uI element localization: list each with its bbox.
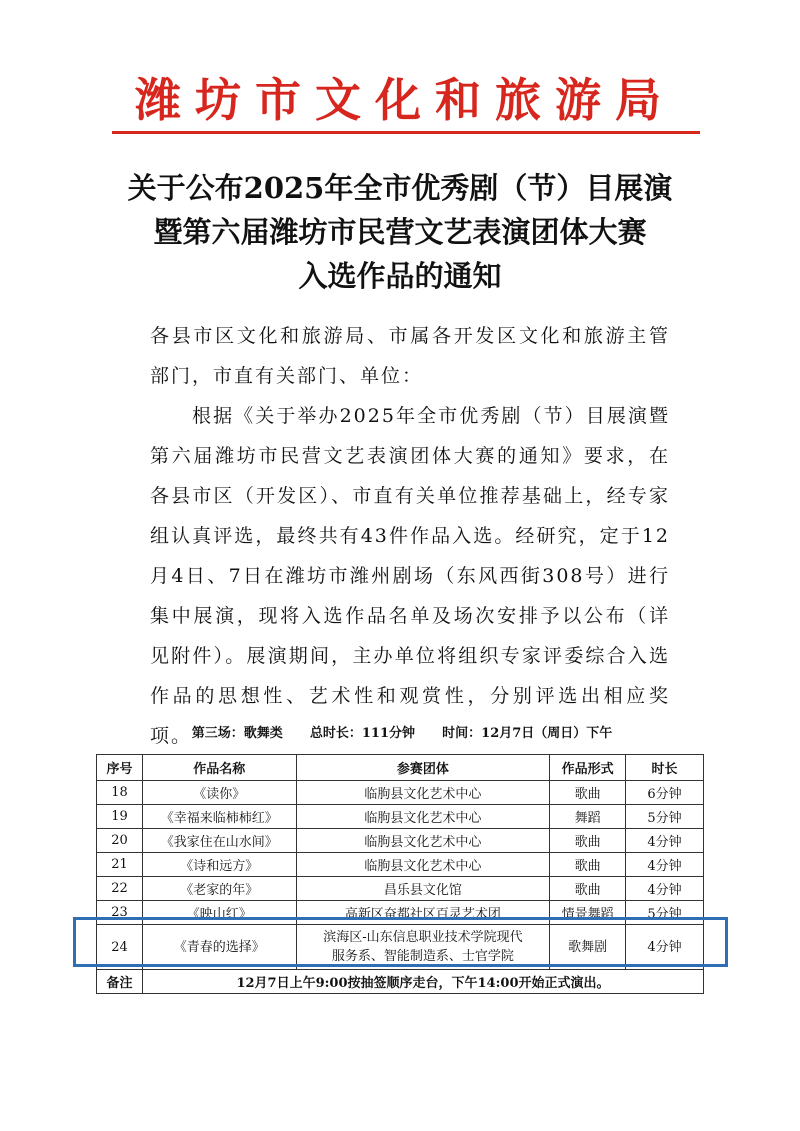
cell-name: 《诗和远方》: [142, 853, 296, 877]
table-row: [97, 781, 704, 805]
cell-duration: 6分钟: [626, 781, 704, 805]
cell-duration: 5分钟: [626, 901, 704, 925]
cell-duration: 5分钟: [626, 805, 704, 829]
cell-no: 21: [97, 853, 143, 877]
cell-form: 舞蹈: [550, 805, 626, 829]
cell-group: 高新区奋都社区百灵艺术团: [296, 901, 550, 925]
cell-group: 临朐县文化艺术中心: [296, 781, 550, 805]
session-header: 第三场：歌舞类 总时长：111分钟 时间：12月7日（周日）下午: [191, 726, 613, 741]
note-text: 12月7日上午9:00按抽签顺序走台，下午14:00开始正式演出。: [142, 970, 703, 994]
title-line-2: 暨第六届潍坊市民营文艺表演团体大赛: [153, 215, 647, 249]
cell-name: 《幸福来临柿柿红》: [142, 805, 296, 829]
agency-masthead: 潍坊市文化和旅游局: [135, 73, 675, 127]
main-paragraph: 根据《关于举办2025年全市优秀剧（节）目展演暨第六届潍坊市民营文艺表演团体大赛的通知》要求，在各县市区（开发区）、市直有关单位推荐基础上，经专家组认真评选，最终共有43件作品入选。经研究，定于12月4日、7日在潍坊市潍州剧场（东风西街308号）进行集中展演，现将入选作品名单及场次安排予以公布（详见附件）。展演期间，主办单位将组织专家评委综合入选作品的思想性、艺术性和观赏性，分别评选出相应奖项。: [150, 405, 670, 747]
header-name: 作品名称: [142, 755, 296, 781]
cell-duration: 4分钟: [626, 925, 704, 970]
cell-form: 歌舞剧: [550, 925, 626, 970]
cell-group-line-1: 滨海区-山东信息职业技术学院现代: [323, 930, 523, 945]
cell-name: 《青春的选择》: [142, 925, 296, 970]
note-label: 备注: [97, 970, 143, 994]
header-group: 参赛团体: [296, 755, 550, 781]
cell-name: 《我家住在山水间》: [142, 829, 296, 853]
salutation: 各县市区文化和旅游局、市属各开发区文化和旅游主管部门，市直有关部门、单位：: [150, 325, 670, 387]
cell-duration: 4分钟: [626, 853, 704, 877]
cell-form: 歌曲: [550, 829, 626, 853]
cell-group: 临朐县文化艺术中心: [296, 829, 550, 853]
cell-form: 歌曲: [550, 877, 626, 901]
cell-duration: 4分钟: [626, 829, 704, 853]
highlight-box: [73, 917, 728, 967]
header-form: 作品形式: [550, 755, 626, 781]
cell-name: 《读你》: [142, 781, 296, 805]
masthead-red-rule: [112, 131, 700, 134]
title-line-3: 入选作品的通知: [298, 259, 502, 293]
cell-no: 18: [97, 781, 143, 805]
table-row: [97, 829, 704, 853]
cell-no: 23: [97, 901, 143, 925]
cell-no: 22: [97, 877, 143, 901]
notice-body: [150, 316, 670, 756]
cell-name: 《映山红》: [142, 901, 296, 925]
cell-form: 歌曲: [550, 781, 626, 805]
cell-form: 歌曲: [550, 853, 626, 877]
title-line-1: 关于公布2025年全市优秀剧（节）目展演: [127, 171, 673, 205]
header-no: 序号: [97, 755, 143, 781]
cell-no: 24: [97, 925, 143, 970]
cell-duration: 4分钟: [626, 877, 704, 901]
table-row: [97, 805, 704, 829]
cell-form: 情景舞蹈: [550, 901, 626, 925]
cell-name: 《老家的年》: [142, 877, 296, 901]
cell-group: 临朐县文化艺术中心: [296, 853, 550, 877]
table-header-row: [97, 755, 704, 781]
header-duration: 时长: [626, 755, 704, 781]
table-note-row: [97, 970, 704, 994]
cell-group: 临朐县文化艺术中心: [296, 805, 550, 829]
cell-no: 20: [97, 829, 143, 853]
table-row: [97, 853, 704, 877]
cell-no: 19: [97, 805, 143, 829]
cell-group: 昌乐县文化馆: [296, 877, 550, 901]
notice-title: [90, 166, 710, 298]
cell-group-line-2: 服务系、智能制造系、士官学院: [331, 949, 514, 964]
table-row: [97, 877, 704, 901]
